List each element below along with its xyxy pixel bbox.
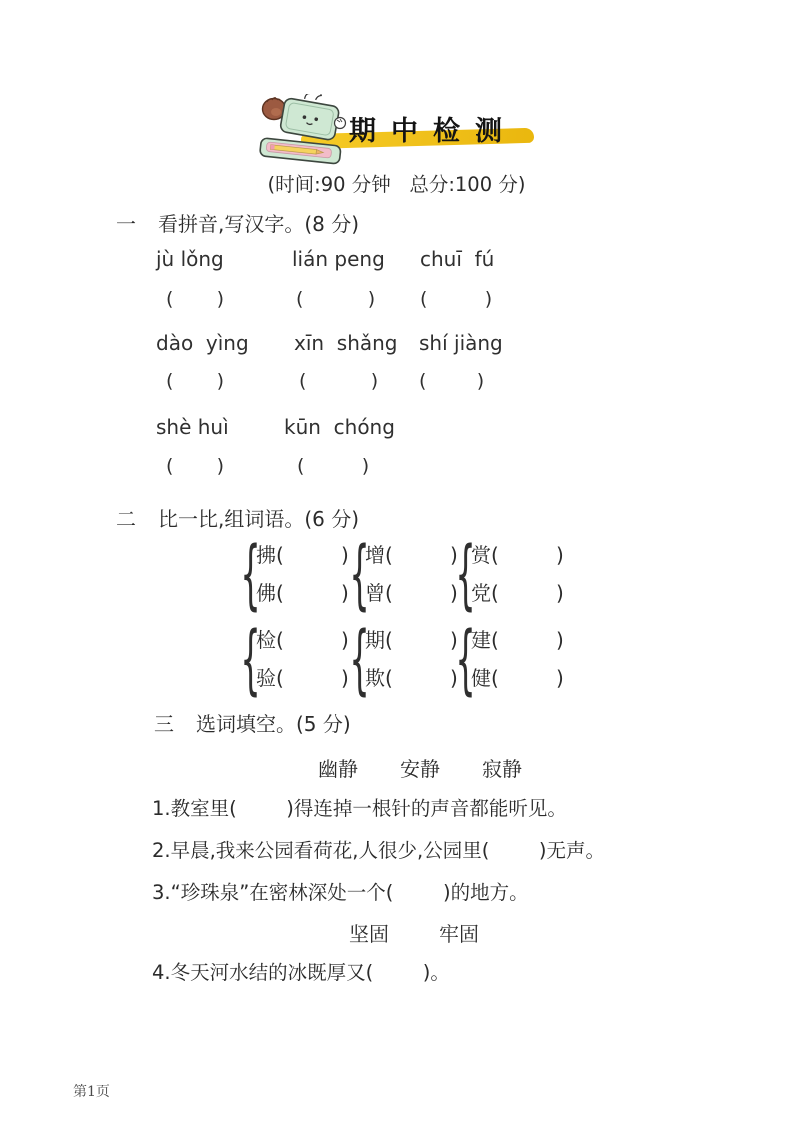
word-bank-option: 牢固 bbox=[439, 922, 479, 946]
word-pair-group bbox=[343, 529, 458, 618]
word-pair-bottom: 佛( ) bbox=[256, 580, 349, 605]
section-2-title: 比一比,组词语。(6 分) bbox=[158, 507, 360, 531]
word-pair-bottom: 曾( ) bbox=[365, 580, 458, 605]
exam-time-score: (时间:90 分钟 总分:100 分) bbox=[267, 173, 526, 196]
pencil-case-base bbox=[260, 138, 341, 164]
pinyin-word: chuī fú bbox=[420, 247, 495, 271]
answer-blank: ( ) bbox=[166, 455, 226, 477]
word-pair-top: 拂( ) bbox=[256, 542, 349, 567]
section-1-numeral: 一 bbox=[116, 212, 136, 236]
left-brace-icon: { bbox=[455, 529, 476, 618]
pinyin-word: shí jiàng bbox=[419, 331, 503, 355]
word-pair-top: 期( ) bbox=[365, 627, 458, 652]
answer-blank: ( ) bbox=[166, 370, 226, 392]
section-1-title: 看拼音,写汉字。(8 分) bbox=[158, 212, 360, 236]
hand-icon bbox=[335, 118, 346, 129]
left-brace-icon: { bbox=[349, 614, 370, 703]
left-brace-icon: { bbox=[240, 614, 261, 703]
answer-blank: ( ) bbox=[299, 370, 380, 392]
fill-blank-sentence: 4.冬天河水结的冰既厚又( )。 bbox=[152, 961, 450, 984]
word-bank bbox=[349, 918, 479, 947]
page-title: 期中检测 bbox=[349, 116, 517, 147]
word-pair-top: 赏( ) bbox=[471, 542, 564, 567]
answer-blank: ( ) bbox=[296, 288, 377, 310]
pencil-case-lid bbox=[280, 94, 342, 141]
section-2-numeral: 二 bbox=[116, 507, 136, 531]
left-brace-icon: { bbox=[240, 529, 261, 618]
pinyin-word: jù lǒng bbox=[156, 247, 224, 271]
word-pair-top: 检( ) bbox=[256, 627, 349, 652]
page-number: 第1页 bbox=[73, 1084, 110, 1100]
pinyin-word: lián peng bbox=[292, 247, 385, 271]
pinyin-word: kūn chóng bbox=[284, 415, 395, 439]
answer-blank: ( ) bbox=[420, 288, 494, 310]
answer-blank: ( ) bbox=[419, 370, 486, 392]
left-brace-icon: { bbox=[349, 529, 370, 618]
word-pair-top: 增( ) bbox=[365, 542, 458, 567]
word-pair-group bbox=[234, 614, 349, 703]
left-brace-icon: { bbox=[455, 614, 476, 703]
word-pair-bottom: 健( ) bbox=[471, 665, 564, 690]
word-pair-top: 建( ) bbox=[471, 627, 564, 652]
word-pair-bottom: 验( ) bbox=[256, 665, 349, 690]
word-bank-option: 坚固 bbox=[349, 922, 389, 946]
pencil-case-illustration bbox=[254, 94, 348, 172]
section-3-title: 选词填空。(5 分) bbox=[196, 712, 351, 736]
word-bank-option: 寂静 bbox=[482, 757, 522, 781]
word-pair-bottom: 党( ) bbox=[471, 580, 564, 605]
word-pair-group bbox=[449, 614, 564, 703]
pinyin-word: dào yìng bbox=[156, 331, 249, 355]
answer-blank: ( ) bbox=[166, 288, 226, 310]
fill-blank-sentence: 2.早晨,我来公园看荷花,人很少,公园里( )无声。 bbox=[152, 839, 606, 862]
word-bank-option: 幽静 bbox=[318, 757, 358, 781]
fill-blank-sentence: 3.“珍珠泉”在密林深处一个( )的地方。 bbox=[152, 881, 529, 904]
pinyin-word: xīn shǎng bbox=[294, 331, 398, 355]
pinyin-word: shè huì bbox=[156, 415, 229, 439]
word-pair-bottom: 欺( ) bbox=[365, 665, 458, 690]
section-3-numeral: 三 bbox=[154, 712, 174, 736]
word-pair-group bbox=[343, 614, 458, 703]
answer-blank: ( ) bbox=[297, 455, 371, 477]
fill-blank-sentence: 1.教室里( )得连掉一根针的声音都能听见。 bbox=[152, 797, 567, 820]
word-pair-group bbox=[234, 529, 349, 618]
word-bank bbox=[318, 753, 522, 782]
word-pair-group bbox=[449, 529, 564, 618]
word-bank-option: 安静 bbox=[400, 757, 440, 781]
